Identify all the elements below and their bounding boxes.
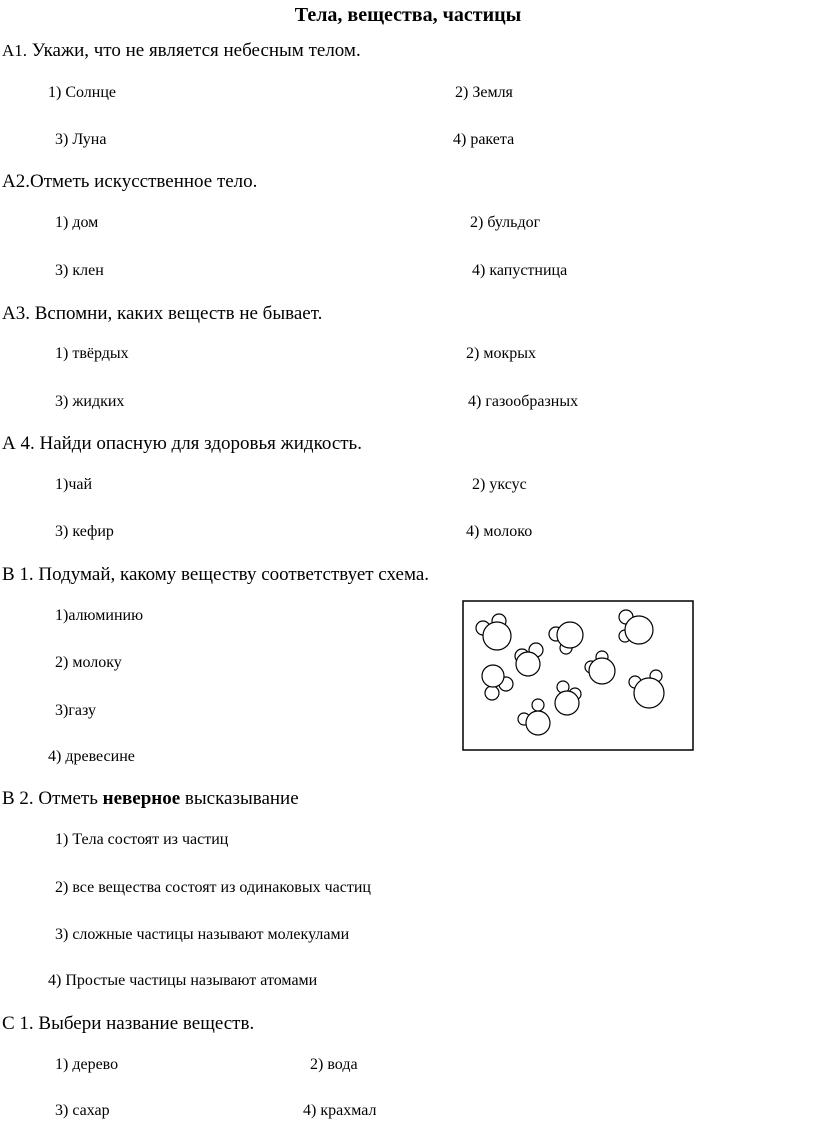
a2-option-1: 1) дом xyxy=(55,214,99,231)
a3-option-1: 1) твёрдых xyxy=(55,345,129,362)
question-c1: С 1. Выбери название веществ. xyxy=(2,1013,255,1034)
a4-option-4: 4) молоко xyxy=(466,523,533,540)
a4-option-2: 2) уксус xyxy=(472,476,527,493)
question-a3-number: А3. xyxy=(2,303,30,324)
a3-option-3: 3) жидких xyxy=(55,393,125,410)
a3-option-4: 4) газообразных xyxy=(468,393,579,410)
question-b1: В 1. Подумай, какому веществу соответствует схема. xyxy=(2,564,430,585)
b1-option-3: 3)газу xyxy=(55,702,96,719)
question-b2-prefix: В 2. Отметь xyxy=(2,788,103,809)
a2-option-4: 4) капустница xyxy=(472,262,568,279)
a2-option-2: 2) бульдог xyxy=(470,214,541,231)
a3-option-2: 2) мокрых xyxy=(466,345,536,362)
a1-option-3: 3) Луна xyxy=(55,131,107,148)
question-b2-emphasis: неверное xyxy=(102,788,181,809)
particle-scheme-diagram xyxy=(462,600,694,752)
b2-option-3: 3) сложные частицы называют молекулами xyxy=(55,926,350,943)
a4-option-3: 3) кефир xyxy=(55,523,114,540)
question-a2: А2.Отметь искусственное тело. xyxy=(2,171,258,192)
a1-option-4: 4) ракета xyxy=(453,131,515,148)
question-b2 xyxy=(2,788,299,810)
b2-option-4: 4) Простые частицы называют атомами xyxy=(48,972,318,989)
b2-option-1: 1) Тела состоят из частиц xyxy=(55,831,229,848)
a4-option-1: 1)чай xyxy=(55,476,93,493)
a2-option-3: 3) клен xyxy=(55,262,104,279)
c1-option-3: 3) сахар xyxy=(55,1102,110,1119)
b1-option-2: 2) молоку xyxy=(55,654,122,671)
a1-option-2: 2) Земля xyxy=(455,84,513,101)
c1-option-2: 2) вода xyxy=(310,1056,358,1073)
c1-option-4: 4) крахмал xyxy=(303,1102,377,1119)
b2-option-2: 2) все вещества состоят из одинаковых частиц xyxy=(55,879,371,896)
b1-option-4: 4) древесине xyxy=(48,748,135,765)
question-a3 xyxy=(2,303,322,325)
question-a3-text: Вспомни, каких веществ не бывает. xyxy=(34,303,323,324)
page-title: Тела, вещества, частицы xyxy=(294,4,522,26)
question-a1 xyxy=(2,40,361,62)
question-a1-text: Укажи, что не является небесным телом. xyxy=(31,40,361,61)
question-b2-suffix: высказывание xyxy=(180,788,299,809)
c1-option-1: 1) дерево xyxy=(55,1056,119,1073)
b1-option-1: 1)алюминию xyxy=(55,607,144,624)
a1-option-1: 1) Солнце xyxy=(48,84,116,101)
question-a4: А 4. Найди опасную для здоровья жидкость. xyxy=(2,433,362,454)
question-a1-number: А1. xyxy=(2,41,28,60)
